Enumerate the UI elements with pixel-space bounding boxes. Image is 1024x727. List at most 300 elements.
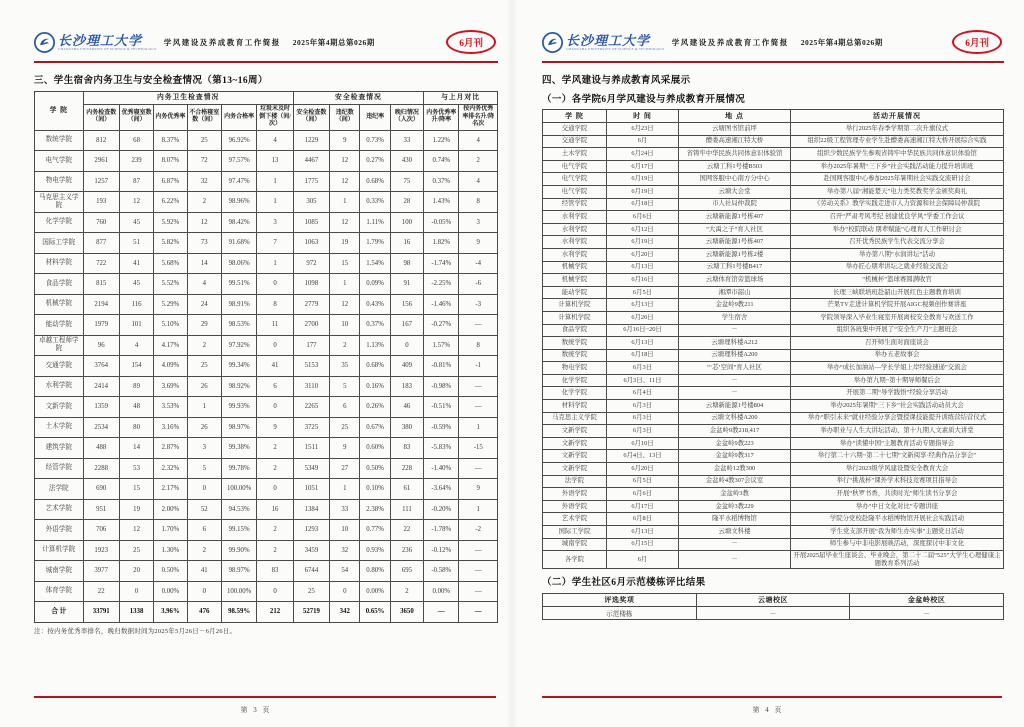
university-name-cn: 长沙理工大学 [566, 32, 651, 48]
footer-rule [542, 696, 1002, 698]
table-cell: -0.81% [424, 356, 459, 377]
table-cell: 机械学院 [35, 294, 84, 315]
table-cell: 0 [330, 581, 360, 602]
table-cell: － [679, 387, 791, 400]
table-cell: 3 [187, 438, 221, 459]
table-row [543, 425, 1004, 438]
table-cell: 9 [459, 233, 498, 254]
table-cell: 外语学院 [543, 488, 607, 501]
table-cell: 0.27% [360, 151, 390, 172]
table-cell: 4 [119, 335, 153, 356]
table-cell: 239 [119, 151, 153, 172]
table-cell: 25 [330, 417, 360, 438]
table-cell: 湘潭市韶山 [679, 286, 791, 299]
table-cell: 6月17日 [607, 500, 679, 513]
table-cell: 法学院 [543, 475, 607, 488]
table-cell: 167 [390, 315, 423, 336]
table-cell: 6月5日 [607, 475, 679, 488]
table-cell: 45 [119, 274, 153, 295]
table-cell: 228 [390, 458, 423, 479]
table-cell: -4 [459, 253, 498, 274]
table-cell: 法学院 [35, 479, 84, 500]
table-cell: 6月 [607, 135, 679, 148]
table-cell: 文新学院 [543, 425, 607, 438]
table-cell: 能动学院 [543, 286, 607, 299]
table-cell: 云塘体育馆旁篮球场 [679, 274, 791, 287]
table-cell: 金盆岭9教211 [679, 299, 791, 312]
table-cell: 8.07% [154, 151, 187, 172]
table-cell: 举办第八届“湘能楚天”电力类奖教奖学金颁奖典礼 [791, 185, 1004, 198]
table-cell: 6月20日 [607, 248, 679, 261]
table-row [543, 400, 1004, 413]
table-cell: 召开优秀民族学生代表交流分享会 [791, 236, 1004, 249]
table-cell: -1.78% [424, 520, 459, 541]
table-cell: 5 [330, 376, 360, 397]
table-cell: 金盆岭12教300 [679, 463, 791, 476]
table-cell: 金盆岭3教229 [679, 500, 791, 513]
table-cell: 0.67% [360, 417, 390, 438]
footer-rule [34, 696, 496, 698]
table-cell: 举行2025年春季学期第二次升旗仪式 [791, 123, 1004, 136]
table-row [543, 211, 1004, 224]
table-cell: 0.68% [360, 171, 390, 192]
table-cell: 488 [83, 438, 119, 459]
table-cell: 15 [119, 479, 153, 500]
table-row [543, 324, 1004, 337]
table-cell: 金盆岭9教317 [679, 450, 791, 463]
table-row [35, 458, 498, 479]
table-cell: -2.25% [424, 274, 459, 295]
table-cell: 41 [119, 253, 153, 274]
table-cell: 隆平水稻博物馆 [679, 513, 791, 526]
table-cell: -0.59% [424, 417, 459, 438]
table-cell: 云塘新能源1号楼804 [679, 400, 791, 413]
table-cell: 师生参与中非电影展映活动，深度探讨中非文化 [791, 538, 1004, 551]
table-cell: 国网客服中心南方分中心 [679, 173, 791, 186]
table-cell: 学院领导深入毕业生寝室开展离校安全教育与欢送工作 [791, 311, 1004, 324]
table-cell: 6月12日 [607, 223, 679, 236]
table-cell: 41 [257, 356, 293, 377]
table-row [35, 335, 498, 356]
month-badge: 6月刊 [446, 30, 496, 54]
table-cell: -5.83% [424, 438, 459, 459]
table-cell: 机械学院 [543, 274, 607, 287]
table-cell: 1229 [293, 130, 329, 151]
table-cell: 组织各班集中开展了“安全生产月”主题班会 [791, 324, 1004, 337]
table-cell: 98.53% [221, 315, 256, 336]
table-row [543, 437, 1004, 450]
table-cell: 4 [187, 274, 221, 295]
table-cell: 116 [119, 294, 153, 315]
table-cell: 61 [390, 479, 423, 500]
table-cell: 开展第二期“导学践悟”经验分享活动 [791, 387, 1004, 400]
col-header: 垃圾未及时倒下楼（间/次） [257, 105, 293, 131]
table-cell: 13 [257, 151, 293, 172]
table-cell: 0.43% [360, 294, 390, 315]
table-cell: “大禹之子”育人社区 [679, 223, 791, 236]
table-cell: 89 [119, 376, 153, 397]
table-cell: 举办“读懂中国”主题教育活动专题指导会 [791, 437, 1004, 450]
table-cell: 0 [119, 581, 153, 602]
table-cell: 25 [293, 581, 329, 602]
table-cell: 12 [330, 151, 360, 172]
table-cell: 1 [257, 171, 293, 192]
table-cell: 长理三峡联培班赴韶山开展红色主题教育培训 [791, 286, 1004, 299]
group-header-safety: 安全检查情况 [293, 92, 423, 105]
table-cell: 6月18日 [607, 198, 679, 211]
table-row [35, 151, 498, 172]
table-cell: 1979 [83, 315, 119, 336]
table-cell: 文新学院 [543, 463, 607, 476]
table-cell: 80 [119, 417, 153, 438]
table-cell: 金盆岭4教307会议室 [679, 475, 791, 488]
col-header: 违纪率 [360, 105, 390, 131]
table-cell: 经管学院 [543, 198, 607, 211]
table-cell: 召开师生面对面座谈会 [791, 337, 1004, 350]
table-cell: 举办五老故事会 [791, 349, 1004, 362]
university-name-en: CHANGSHA UNIVERSITY OF SCIENCE & TECHNOLOGY [566, 46, 665, 51]
table-cell: 99.93% [221, 397, 256, 418]
table-cell: 赴国网客服中心参加2025年暑期社会实践交流研讨会 [791, 173, 1004, 186]
table-row [543, 236, 1004, 249]
table-cell: 0.10% [360, 479, 390, 500]
table-row [543, 463, 1004, 476]
table-cell: 举行第二十六期~第二十七期“文新阅享·经典作品分享会” [791, 450, 1004, 463]
table-cell: 举行“挑战杯”课外学术科技竞赛项目指导会 [791, 475, 1004, 488]
table-cell: 2 [459, 151, 498, 172]
table-cell: 33791 [83, 602, 119, 623]
col-header-activity: 活动开展情况 [791, 110, 1004, 123]
table-cell: 99.51% [221, 274, 256, 295]
table-cell: 开展2025届毕业生座谈会、毕业晚会，第二十二届“525”大学生心理健康主题教育系列活动 [791, 551, 1004, 569]
table-row [543, 123, 1004, 136]
table-cell: 4.17% [154, 335, 187, 356]
table-cell: 706 [83, 520, 119, 541]
table-cell: － [679, 538, 791, 551]
table-row [35, 294, 498, 315]
table-cell: 0 [257, 397, 293, 418]
table-cell: 6月4日 [607, 387, 679, 400]
table-cell: — [459, 602, 498, 623]
table-cell: 28 [390, 192, 423, 213]
table-cell: 6月16日~20日 [607, 324, 679, 337]
table-cell: 数统学院 [35, 130, 84, 151]
table-cell: 14 [119, 438, 153, 459]
table-cell: 33 [330, 499, 360, 520]
university-logo [542, 32, 665, 53]
header-rule [34, 61, 498, 63]
table-cell: 14 [187, 253, 221, 274]
table-cell: 物电学院 [543, 362, 607, 375]
university-emblem-icon [542, 32, 563, 53]
table-footnote: 注：按内务优秀率排名，晚归数据时间为2025年5月26日－6月26日。 [34, 627, 237, 635]
table-cell: 5.92% [154, 212, 187, 233]
table-cell: 8 [459, 192, 498, 213]
col-header: 内务优秀率升/降率 [424, 105, 459, 131]
table-cell: 0.73% [360, 130, 390, 151]
table-cell: 组织少数民族学生参观省铸牢中华民族共同体意识体验馆 [791, 148, 1004, 161]
table-cell: -15 [459, 438, 498, 459]
table-cell: 99.90% [221, 540, 256, 561]
table-row [543, 362, 1004, 375]
table-cell: -0.58% [424, 561, 459, 582]
table-cell: 云塘理科楼A212 [679, 337, 791, 350]
table-row [35, 417, 498, 438]
table-cell: 26 [187, 417, 221, 438]
table-cell: — [459, 540, 498, 561]
table-cell: 2.17% [154, 479, 187, 500]
table-row [35, 376, 498, 397]
table-cell: 3459 [293, 540, 329, 561]
table-cell: 水利学院 [543, 248, 607, 261]
table-cell: 3 [459, 212, 498, 233]
table-cell: 9 [330, 438, 360, 459]
table-cell: 193 [83, 192, 119, 213]
table-cell: 马克思主义学院 [35, 192, 84, 213]
table-cell: 4 [459, 171, 498, 192]
table-row [35, 499, 498, 520]
table-cell: 金盆岭9教218,417 [679, 425, 791, 438]
table-cell: 1.54% [360, 253, 390, 274]
table-cell: 1 [330, 479, 360, 500]
table-cell: 4 [459, 130, 498, 151]
col-header: 违纪数（间） [330, 105, 360, 131]
table-cell: 能动学院 [35, 315, 84, 336]
table-cell: 云塘大会堂 [679, 185, 791, 198]
table-cell: 云塘新能源1号栋407 [679, 211, 791, 224]
table-row [35, 520, 498, 541]
table-cell: 12 [119, 192, 153, 213]
university-emblem-icon [34, 32, 55, 53]
table-cell: 举办“校院联动 朋辈赋能”心理育人工作研讨会 [791, 223, 1004, 236]
table-cell: -3 [459, 294, 498, 315]
table-cell: 41 [187, 561, 221, 582]
table-cell: 98.92% [221, 376, 256, 397]
table-cell: 水利学院 [543, 211, 607, 224]
table-cell: 51 [119, 233, 153, 254]
table-cell: 化学学院 [543, 387, 607, 400]
table-cell: 材料学院 [543, 400, 607, 413]
table-cell: 外语学院 [543, 500, 607, 513]
table-row [35, 274, 498, 295]
table-cell: 化学学院 [543, 374, 607, 387]
table-cell: 9 [257, 417, 293, 438]
table-cell: 开展“秋罗书香，共读时光”师生读书分享会 [791, 488, 1004, 501]
university-name-cn: 长沙理工大学 [58, 32, 143, 48]
table-cell: 体育学院 [35, 581, 84, 602]
table-cell: 0 [187, 479, 221, 500]
table-cell: 云塘工科1号楼B417 [679, 261, 791, 274]
table-cell: 举办“中日文化对比”专题讲座 [791, 500, 1004, 513]
table-cell: 1359 [83, 397, 119, 418]
table-row [543, 500, 1004, 513]
table-cell: 5.68% [154, 253, 187, 274]
table-cell: 1.43% [424, 192, 459, 213]
table-cell: 2 [187, 540, 221, 561]
table-cell: 0 [390, 335, 423, 356]
table-cell: 97.47% [221, 171, 256, 192]
table-cell: 5.10% [154, 315, 187, 336]
table-cell: 1 [459, 499, 498, 520]
col-header: 按内务优秀率排名升/降名次 [459, 105, 498, 131]
table-row [543, 526, 1004, 539]
table-cell: 土木学院 [35, 417, 84, 438]
table-cell: 33 [390, 130, 423, 151]
table-cell: 5153 [293, 356, 329, 377]
table-cell: 2779 [293, 294, 329, 315]
table-cell: “‘芯’空间”育人社区 [679, 362, 791, 375]
table-cell: 48 [119, 397, 153, 418]
table-cell: 815 [83, 274, 119, 295]
table-cell: 3725 [293, 417, 329, 438]
section-title-4: 四、学风建设与养成教育风采展示 [542, 76, 691, 86]
table-cell: 19 [330, 233, 360, 254]
table-cell: 云塘文科楼A200 [679, 412, 791, 425]
table-cell: -0.98% [424, 376, 459, 397]
table-cell: 12 [330, 171, 360, 192]
table-cell: 文新学院 [35, 397, 84, 418]
table-row [543, 274, 1004, 287]
table-cell: 《劳动关系》教学实践走进市人力资源和社会保障局仲裁院 [791, 198, 1004, 211]
table-cell: 16 [390, 233, 423, 254]
table-cell: 举办第八期“水润讲坛”活动 [791, 248, 1004, 261]
table-cell: 云塘文科楼 [679, 526, 791, 539]
table-cell: 6 [187, 520, 221, 541]
table-cell: 水利学院 [35, 376, 84, 397]
table-cell: 食品学院 [543, 324, 607, 337]
table-cell: 98.97% [221, 417, 256, 438]
col-header-place: 地 点 [679, 110, 791, 123]
table-cell: -0.51% [424, 397, 459, 418]
table-cell: 举行2023级学风建设暨安全教育大会 [791, 463, 1004, 476]
table-cell: 72 [187, 151, 221, 172]
table-cell: 市人社局仲裁院 [679, 198, 791, 211]
table-cell: 芒果TV走进计算机学院开展AIGC视频创作赛讲座 [791, 299, 1004, 312]
table-cell: 12 [330, 294, 360, 315]
table-row [543, 261, 1004, 274]
table-cell: 96 [83, 335, 119, 356]
table-cell: 0.33% [360, 192, 390, 213]
table-cell: 22 [390, 520, 423, 541]
table-cell: 食品学院 [35, 274, 84, 295]
table-cell: 32 [187, 171, 221, 192]
table-cell: 6 [330, 397, 360, 418]
table-cell: 5349 [293, 458, 329, 479]
table-cell: 183 [390, 376, 423, 397]
table-cell: 98.42% [221, 212, 256, 233]
table-cell: 2.38% [360, 499, 390, 520]
table-cell: 0.80% [360, 561, 390, 582]
table-cell: 0 [187, 581, 221, 602]
model-building-table [542, 593, 1004, 620]
table-cell: 0 [257, 581, 293, 602]
table-cell: 6月8日 [607, 513, 679, 526]
table-cell: 6月4日、13日 [607, 450, 679, 463]
table-cell: 2288 [83, 458, 119, 479]
table-cell: 2 [390, 581, 423, 602]
activities-table [542, 109, 1004, 569]
table-cell: 12 [330, 212, 360, 233]
table-cell: 水利学院 [543, 236, 607, 249]
table-row [35, 253, 498, 274]
table-cell: 物电学院 [35, 171, 84, 192]
sub-title-model-building: （二）学生社区6月示范楼栋评比结果 [542, 578, 706, 589]
table-cell: 0 [257, 479, 293, 500]
col-header: 优秀寝室数（间） [119, 105, 153, 131]
table-cell: 1.30% [154, 540, 187, 561]
table-cell: 6月3日 [607, 362, 679, 375]
table-cell: 91 [390, 274, 423, 295]
table-cell: 艺术学院 [35, 499, 84, 520]
table-cell: 机械学院 [543, 261, 607, 274]
table-cell: 0.16% [360, 376, 390, 397]
table-row [543, 299, 1004, 312]
table-cell: -1.46% [424, 294, 459, 315]
col-header: 内务合格率 [221, 105, 256, 131]
table-cell: -1.40% [424, 458, 459, 479]
table-cell: 877 [83, 233, 119, 254]
table-cell: 艺术学院 [543, 513, 607, 526]
table-cell: 城南学院 [35, 561, 84, 582]
table-cell: 6月13日 [607, 337, 679, 350]
table-cell: 文新学院 [543, 437, 607, 450]
table-cell: 0.50% [360, 458, 390, 479]
table-cell: 2 [257, 438, 293, 459]
table-cell: 6月15日 [607, 538, 679, 551]
col-header: 内务检查数（间） [83, 105, 119, 131]
table-cell: 2.87% [154, 438, 187, 459]
masthead-left [34, 26, 498, 58]
table-cell: 27 [330, 458, 360, 479]
table-cell: 98.91% [221, 294, 256, 315]
table-cell: 计算机学院 [543, 299, 607, 312]
table-cell: 2.32% [154, 458, 187, 479]
table-cell: 0.00% [360, 581, 390, 602]
table-cell: 12 [119, 520, 153, 541]
table-cell: 1.22% [424, 130, 459, 151]
table-cell: — [459, 397, 498, 418]
bulletin-title: 学风建设及养成教育工作简报 [163, 37, 281, 47]
table-cell: 690 [83, 479, 119, 500]
col-header-time: 时 间 [607, 110, 679, 123]
table-row [35, 561, 498, 582]
table-cell: 99.15% [221, 520, 256, 541]
table-row [543, 538, 1004, 551]
table-row [35, 192, 498, 213]
table-cell: 87 [119, 171, 153, 192]
table-cell: 0.60% [360, 438, 390, 459]
col-header: 内务优秀率 [154, 105, 187, 131]
table-cell: 电气学院 [543, 173, 607, 186]
table-row [35, 438, 498, 459]
table-cell: — [459, 376, 498, 397]
masthead-right [542, 26, 1004, 58]
table-cell: 0.50% [154, 561, 187, 582]
table-cell: 8.37% [154, 130, 187, 151]
table-cell: 1 [459, 417, 498, 438]
table-cell: -3.64% [424, 479, 459, 500]
table-cell: 水利学院 [543, 223, 607, 236]
table-cell: 6月5日 [607, 286, 679, 299]
table-cell: 电气学院 [543, 185, 607, 198]
table-cell: — [459, 458, 498, 479]
table-row [543, 223, 1004, 236]
table-cell: 9 [330, 130, 360, 151]
table-cell: 96.92% [221, 130, 256, 151]
table-cell: 1085 [293, 212, 329, 233]
university-name-en: CHANGSHA UNIVERSITY OF SCIENCE & TECHNOLOGY [58, 46, 157, 51]
table-cell: 3650 [390, 602, 423, 623]
